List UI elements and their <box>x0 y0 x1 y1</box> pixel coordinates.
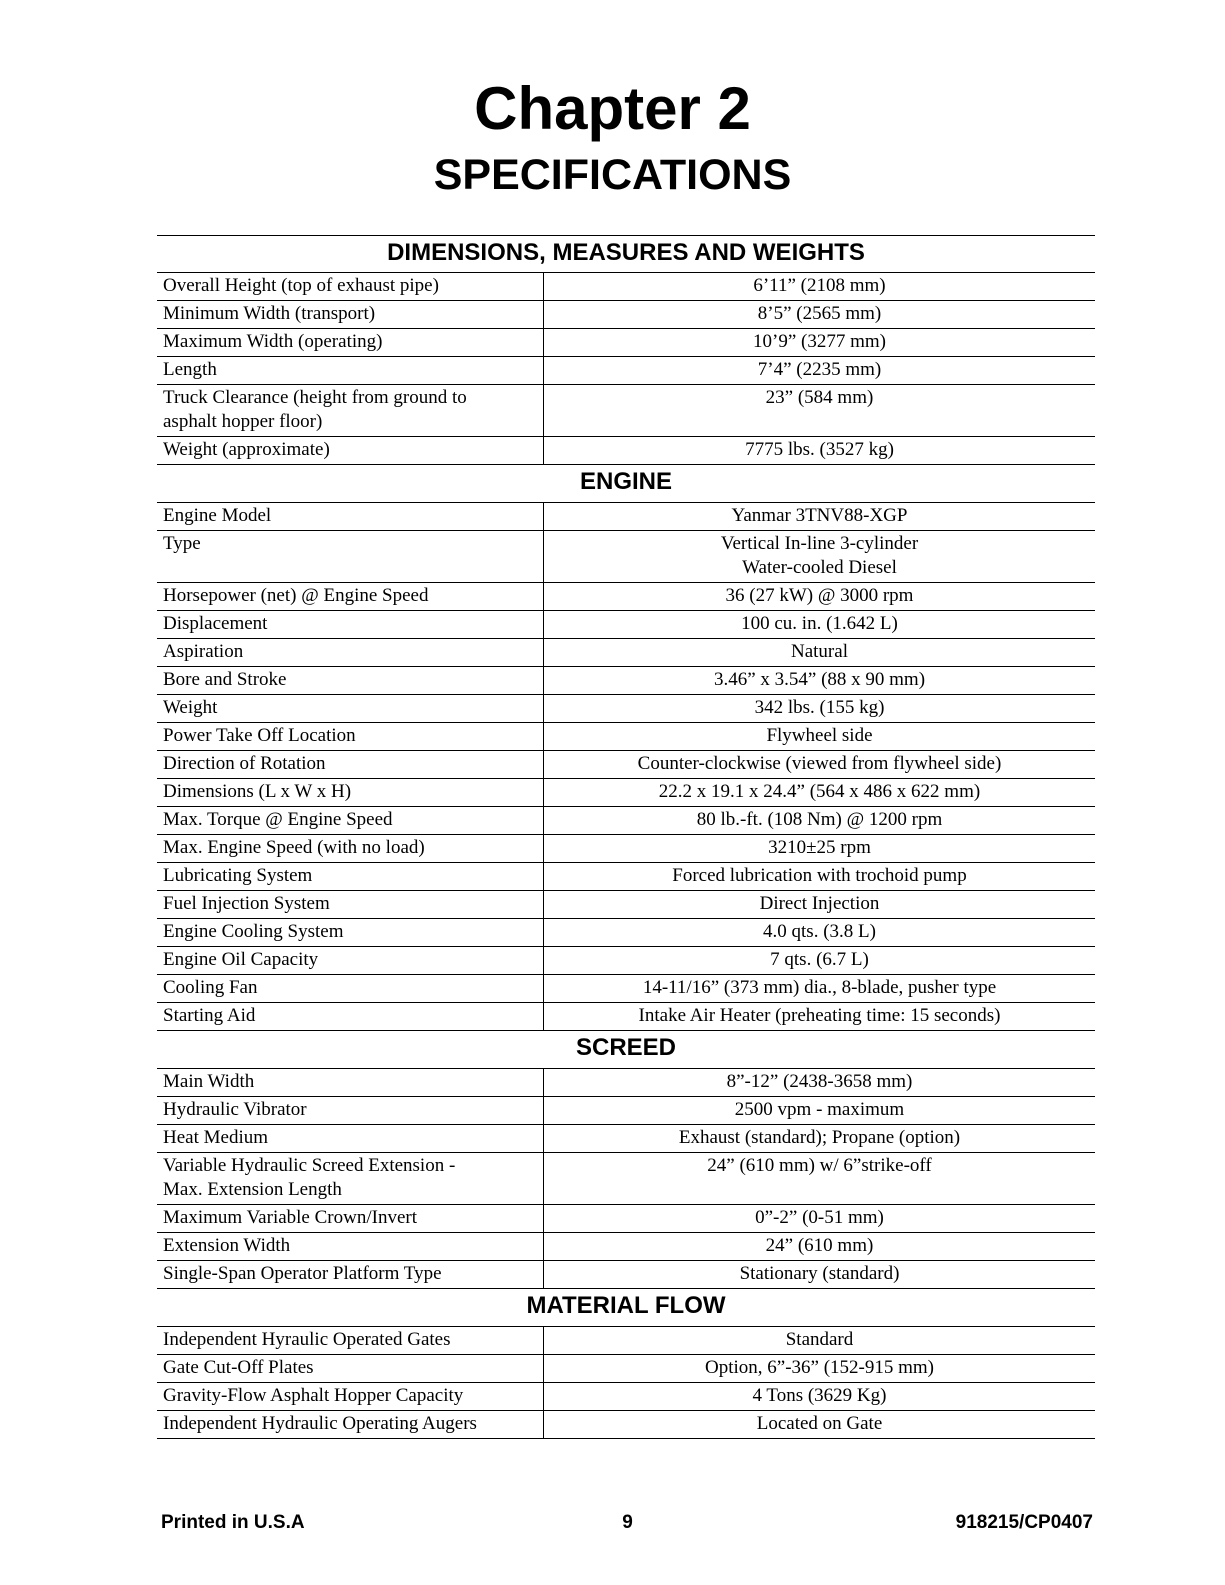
spec-value: Flywheel side <box>766 725 873 746</box>
spec-label: Direction of Rotation <box>157 751 544 778</box>
spec-row <box>157 1383 1095 1411</box>
spec-row <box>157 437 1095 465</box>
page-subtitle: SPECIFICATIONS <box>433 151 792 199</box>
spec-label: Lubricating System <box>157 863 544 890</box>
spec-value: 4.0 qts. (3.8 L) <box>763 921 876 942</box>
spec-row <box>157 919 1095 947</box>
spec-label: Cooling Fan <box>157 975 544 1002</box>
spec-row <box>157 1355 1095 1383</box>
spec-label: Heat Medium <box>157 1125 544 1152</box>
spec-label: Independent Hyraulic Operated Gates <box>157 1327 544 1354</box>
spec-value: 36 (27 kW) @ 3000 rpm <box>725 585 914 606</box>
spec-row <box>157 1097 1095 1125</box>
spec-value: Vertical In-line 3-cylinder Water-cooled Diesel <box>720 533 919 578</box>
spec-label: Weight (approximate) <box>157 437 544 464</box>
spec-value: Located on Gate <box>756 1413 883 1434</box>
spec-row <box>157 329 1095 357</box>
spec-value: Direct Injection <box>759 893 880 914</box>
section-heading: MATERIAL FLOW <box>157 1289 1095 1327</box>
spec-value: 24” (610 mm) w/ 6”strike-off <box>707 1155 932 1176</box>
spec-value: 7’4” (2235 mm) <box>757 359 882 380</box>
spec-label: Extension Width <box>157 1233 544 1260</box>
spec-row <box>157 273 1095 301</box>
spec-row <box>157 835 1095 863</box>
spec-row <box>157 975 1095 1003</box>
section-heading: ENGINE <box>157 465 1095 503</box>
spec-value: 6’11” (2108 mm) <box>753 275 886 296</box>
spec-label: Engine Oil Capacity <box>157 947 544 974</box>
spec-row <box>157 531 1095 583</box>
spec-label: Gravity-Flow Asphalt Hopper Capacity <box>157 1383 544 1410</box>
spec-value: Standard <box>785 1329 854 1350</box>
spec-row <box>157 639 1095 667</box>
spec-row <box>157 1003 1095 1031</box>
spec-row <box>157 357 1095 385</box>
spec-value: Counter-clockwise (viewed from flywheel side) <box>637 753 1002 774</box>
spec-label: Fuel Injection System <box>157 891 544 918</box>
spec-row <box>157 503 1095 531</box>
spec-label: Max. Engine Speed (with no load) <box>157 835 544 862</box>
spec-row <box>157 1125 1095 1153</box>
spec-row <box>157 611 1095 639</box>
spec-value: Yanmar 3TNV88-XGP <box>731 505 908 526</box>
spec-value: 14-11/16” (373 mm) dia., 8-blade, pusher type <box>642 977 997 998</box>
spec-label: Minimum Width (transport) <box>157 301 544 328</box>
spec-label: Engine Cooling System <box>157 919 544 946</box>
spec-value: Intake Air Heater (preheating time: 15 seconds) <box>638 1005 1001 1026</box>
spec-label: Length <box>157 357 544 384</box>
spec-label: Gate Cut-Off Plates <box>157 1355 544 1382</box>
spec-value: 22.2 x 19.1 x 24.4” (564 x 486 x 622 mm) <box>658 781 981 802</box>
spec-table <box>157 235 1095 1439</box>
spec-row <box>157 301 1095 329</box>
footer-printed-in: Printed in U.S.A <box>161 1512 305 1533</box>
spec-row <box>157 779 1095 807</box>
spec-value: 80 lb.-ft. (108 Nm) @ 1200 rpm <box>696 809 943 830</box>
spec-row <box>157 1153 1095 1205</box>
section-heading: DIMENSIONS, MEASURES AND WEIGHTS <box>157 235 1095 273</box>
spec-value: 24” (610 mm) <box>765 1235 874 1256</box>
spec-value: 4 Tons (3629 Kg) <box>752 1385 887 1406</box>
spec-label: Dimensions (L x W x H) <box>157 779 544 806</box>
spec-label: Main Width <box>157 1069 544 1096</box>
spec-label: Horsepower (net) @ Engine Speed <box>157 583 544 610</box>
spec-value: 8’5” (2565 mm) <box>757 303 882 324</box>
spec-value: 0”-2” (0-51 mm) <box>755 1207 884 1228</box>
spec-row <box>157 807 1095 835</box>
spec-label: Single-Span Operator Platform Type <box>157 1261 544 1288</box>
section-heading: SCREED <box>157 1031 1095 1069</box>
spec-row <box>157 723 1095 751</box>
spec-row <box>157 1233 1095 1261</box>
spec-label: Type <box>157 531 544 582</box>
spec-row <box>157 863 1095 891</box>
spec-label: Overall Height (top of exhaust pipe) <box>157 273 544 300</box>
spec-row <box>157 1261 1095 1289</box>
spec-row <box>157 1205 1095 1233</box>
spec-value: 23” (584 mm) <box>765 387 874 408</box>
spec-row <box>157 1069 1095 1097</box>
spec-label: Power Take Off Location <box>157 723 544 750</box>
spec-value: 7 qts. (6.7 L) <box>770 949 869 970</box>
spec-label: Truck Clearance (height from ground to asphalt hopper floor) <box>157 385 544 436</box>
spec-value: Forced lubrication with trochoid pump <box>672 865 967 886</box>
spec-row <box>157 1327 1095 1355</box>
spec-label: Bore and Stroke <box>157 667 544 694</box>
spec-value: Option, 6”-36” (152-915 mm) <box>704 1357 934 1378</box>
spec-value: 342 lbs. (155 kg) <box>754 697 885 718</box>
spec-row <box>157 667 1095 695</box>
spec-value: Stationary (standard) <box>739 1263 900 1284</box>
spec-value: Exhaust (standard); Propane (option) <box>678 1127 961 1148</box>
spec-row <box>157 751 1095 779</box>
spec-label: Starting Aid <box>157 1003 544 1030</box>
spec-label: Independent Hydraulic Operating Augers <box>157 1411 544 1438</box>
spec-row <box>157 891 1095 919</box>
spec-value: 8”-12” (2438-3658 mm) <box>726 1071 913 1092</box>
spec-label: Aspiration <box>157 639 544 666</box>
spec-label: Weight <box>157 695 544 722</box>
spec-value: 3210±25 rpm <box>768 837 871 858</box>
spec-row <box>157 583 1095 611</box>
spec-row <box>157 695 1095 723</box>
spec-value: 3.46” x 3.54” (88 x 90 mm) <box>713 669 926 690</box>
spec-label: Hydraulic Vibrator <box>157 1097 544 1124</box>
spec-label: Variable Hydraulic Screed Extension - Max. Extension Length <box>157 1153 544 1204</box>
page-title: Chapter 2 <box>474 75 751 142</box>
spec-label: Displacement <box>157 611 544 638</box>
spec-label: Maximum Width (operating) <box>157 329 544 356</box>
spec-row <box>157 947 1095 975</box>
spec-value: Natural <box>791 641 848 662</box>
spec-label: Engine Model <box>157 503 544 530</box>
spec-value: 2500 vpm - maximum <box>734 1099 905 1120</box>
spec-value: 7775 lbs. (3527 kg) <box>745 439 894 460</box>
footer-page-number: 9 <box>622 1512 633 1533</box>
spec-row <box>157 1411 1095 1439</box>
spec-row <box>157 385 1095 437</box>
footer-doc-code: 918215/CP0407 <box>955 1512 1093 1533</box>
spec-value: 10’9” (3277 mm) <box>753 331 886 352</box>
spec-value: 100 cu. in. (1.642 L) <box>741 613 898 634</box>
spec-label: Max. Torque @ Engine Speed <box>157 807 544 834</box>
spec-label: Maximum Variable Crown/Invert <box>157 1205 544 1232</box>
